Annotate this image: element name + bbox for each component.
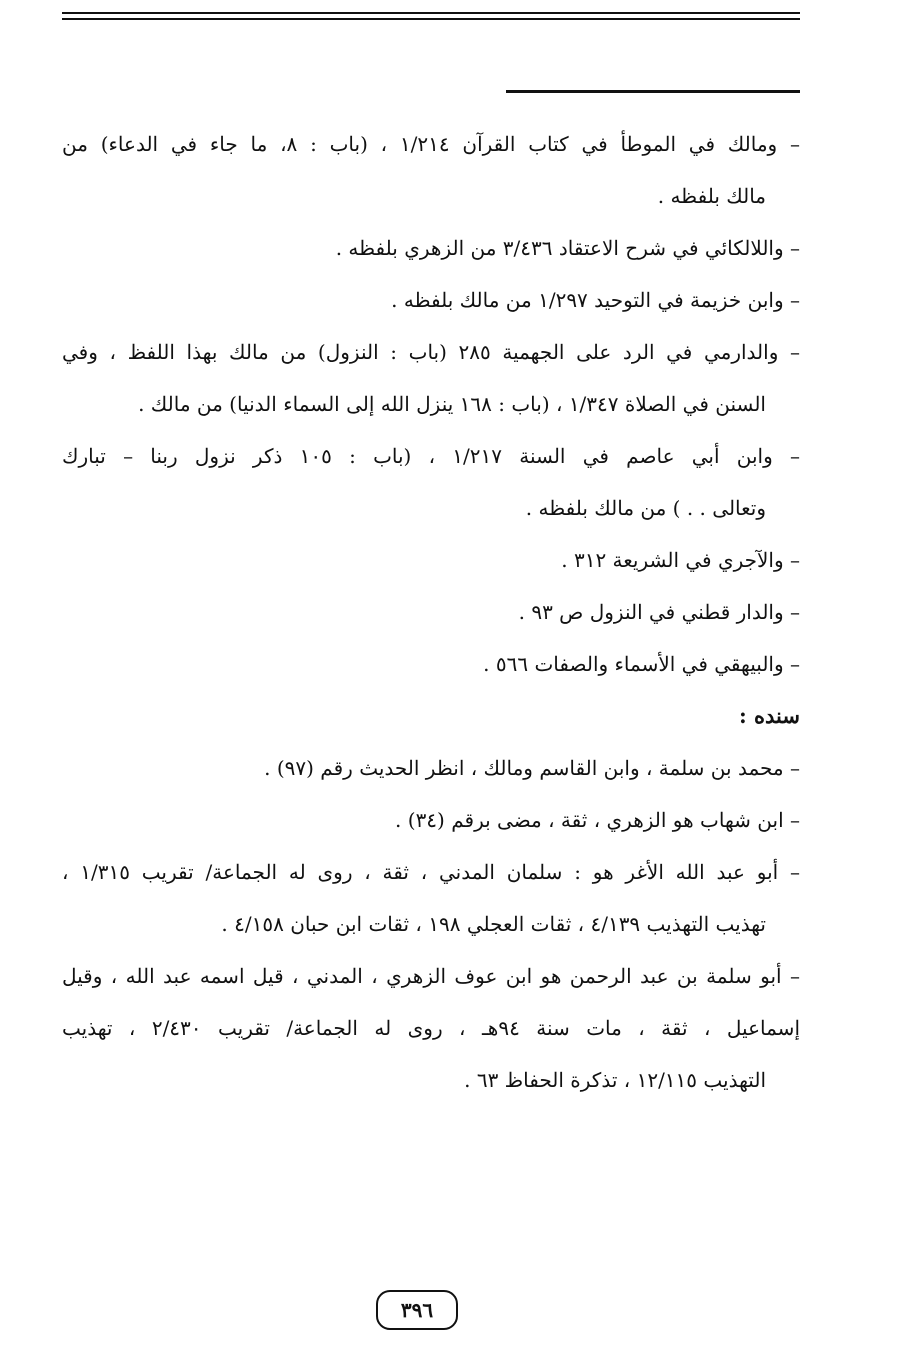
- header-rule-top: [62, 12, 800, 14]
- text-line: وتعالى . . ) من مالك بلفظه .: [525, 496, 766, 520]
- text-line: – محمد بن سلمة ، وابن القاسم ومالك ، انظر الحديث رقم (٩٧) .: [264, 756, 800, 780]
- text-line: – والآجري في الشريعة ٣١٢ .: [561, 548, 800, 572]
- text-line: – ابن شهاب هو الزهري ، ثقة ، مضى برقم (٣٤) .: [395, 808, 800, 832]
- header-rule-bottom: [62, 18, 800, 20]
- text-line: تهذيب التهذيب ٤/١٣٩ ، ثقات العجلي ١٩٨ ، ثقات ابن حبان ٤/١٥٨ .: [221, 912, 766, 936]
- text-line: – ومالك في الموطأ في كتاب القرآن ١/٢١٤ ، (باب : ٨، ما جاء في الدعاء) من: [62, 132, 800, 156]
- text-line: – وابن أبي عاصم في السنة ١/٢١٧ ، (باب : ١٠٥ ذكر نزول ربنا – تبارك: [62, 444, 800, 468]
- text-line: – والبيهقي في الأسماء والصفات ٥٦٦ .: [483, 652, 800, 676]
- text-line: – والدار قطني في النزول ص ٩٣ .: [518, 600, 800, 624]
- text-line: التهذيب ١٢/١١٥ ، تذكرة الحفاظ ٦٣ .: [464, 1068, 766, 1092]
- text-line: السنن في الصلاة ١/٣٤٧ ، (باب : ١٦٨ ينزل الله إلى السماء الدنيا) من مالك .: [138, 392, 766, 416]
- text-line: – وابن خزيمة في التوحيد ١/٢٩٧ من مالك بلفظه .: [391, 288, 800, 312]
- page-number: ٣٩٦: [376, 1290, 458, 1330]
- text-line: – أبو عبد الله الأغر هو : سلمان المدني ، ثقة ، روى له الجماعة/ تقريب ١/٣١٥ ،: [62, 860, 800, 884]
- text-line: – أبو سلمة بن عبد الرحمن هو ابن عوف الزهري ، المدني ، قيل اسمه عبد الله ، وقيل: [62, 964, 800, 988]
- text-line: مالك بلفظه .: [657, 184, 766, 208]
- text-line: – والدارمي في الرد على الجهمية ٢٨٥ (باب : النزول) من مالك بهذا اللفظ ، وفي: [62, 340, 800, 364]
- footnote-separator: [506, 90, 800, 93]
- page-body: [62, 118, 800, 1106]
- text-line: إسماعيل ، ثقة ، مات سنة ٩٤هـ ، روى له الجماعة/ تقريب ٢/٤٣٠ ، تهذيب: [62, 1016, 800, 1040]
- section-heading: سنده :: [738, 703, 800, 728]
- text-line: – واللالكائي في شرح الاعتقاد ٣/٤٣٦ من الزهري بلفظه .: [335, 236, 800, 260]
